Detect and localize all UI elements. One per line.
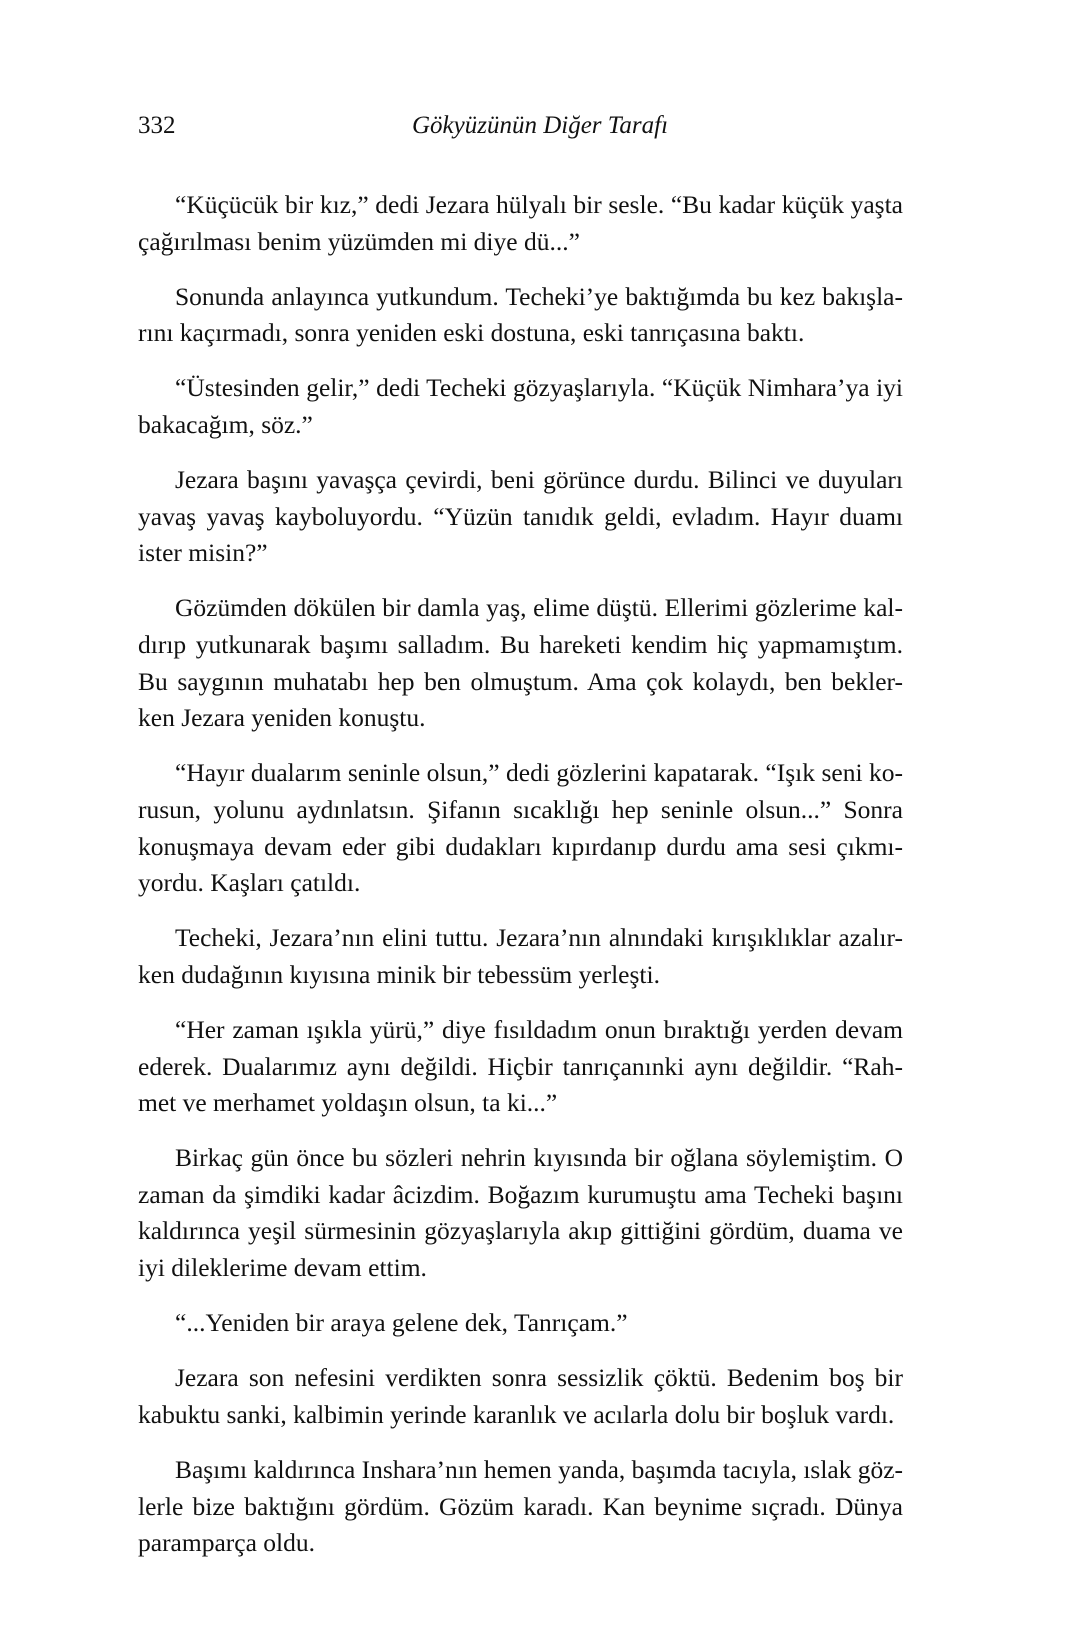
paragraph-1-line: çağırılması benim yüzümden mi diye dü...” (138, 226, 580, 256)
paragraph-6-line: rusun, yolunu aydınlatsın. Şifanın sıcaklığı hep seninle olsun...” Sonra (138, 794, 903, 824)
paragraph-4-line: Jezara başını yavaşça çevirdi, beni görünce durdu. Bilinci ve duyuları (175, 465, 903, 495)
paragraph-8-line: met ve merhamet yoldaşın olsun, ta ki...” (138, 1088, 558, 1118)
paragraph-5-line: ken Jezara yeniden konuştu. (138, 703, 426, 733)
paragraph-8-line: ederek. Dualarımız aynı değildi. Hiçbir tanrıçanınki aynı değildir. “Rah- (138, 1051, 903, 1081)
paragraph-4-line: yavaş yavaş kayboluyordu. “Yüzün tanıdık geldi, evladım. Hayır duamı (138, 501, 903, 531)
paragraph-1-line: “Küçücük bir kız,” dedi Jezara hülyalı bir sesle. “Bu kadar küçük yaşta (175, 190, 903, 219)
paragraph-4-line: ister misin?” (138, 538, 268, 568)
paragraph-8-line: “Her zaman ışıkla yürü,” diye fısıldadım onun bıraktığı yerden devam (175, 1014, 903, 1044)
paragraph-2-line: rını kaçırmadı, sonra yeniden eski dostuna, eski tanrıçasına baktı. (138, 318, 805, 348)
paragraph-9-line: iyi dileklerime devam ettim. (138, 1253, 427, 1282)
paragraph-11-line: Jezara son nefesini verdikten sonra sessizlik çöktü. Bedenim boş bir (175, 1363, 903, 1393)
paragraph-5-line: Bu saygının muhatabı hep ben olmuştum. Ama çok kolaydı, ben bekler- (138, 666, 903, 696)
paragraph-12-line: paramparça oldu. (138, 1528, 315, 1558)
running-title: Gökyüzünün Diğer Tarafı (411, 112, 669, 139)
paragraph-3-line: “Üstesinden gelir,” dedi Techeki gözyaşlarıyla. “Küçük Nimhara’ya iyi (175, 373, 903, 403)
paragraph-9-line: zaman da şimdiki kadar âcizdim. Boğazım kurumuştu ama Techeki başını (138, 1179, 903, 1209)
page-number: 332 (138, 112, 176, 139)
paragraph-3-line: bakacağım, söz.” (138, 410, 313, 439)
paragraph-6-line: yordu. Kaşları çatıldı. (138, 868, 361, 898)
paragraph-7-line: Techeki, Jezara’nın elini tuttu. Jezara’nın alnındaki kırışıklıklar azalır- (175, 923, 903, 953)
paragraph-2-line: Sonunda anlayınca yutkundum. Techeki’ye baktığımda bu kez bakışla- (175, 281, 903, 311)
paragraph-6-line: konuşmaya devam eder gibi dudakları kıpırdanıp durdu ama sesi çıkmı- (138, 831, 903, 861)
paragraph-9-line: kaldırınca yeşil sürmesinin gözyaşlarıyla akıp gittiğini gördüm, duama ve (138, 1216, 903, 1246)
paragraph-9-line: Birkaç gün önce bu sözleri nehrin kıyısında bir oğlana söylemiştim. O (175, 1143, 903, 1173)
paragraph-10-line: “...Yeniden bir araya gelene dek, Tanrıçam.” (175, 1308, 628, 1338)
paragraph-7-line: ken dudağının kıyısına minik bir tebessüm yerleşti. (138, 959, 660, 989)
paragraph-11-line: kabuktu sanki, kalbimin yerinde karanlık ve acılarla dolu bir boşluk vardı. (138, 1399, 895, 1429)
paragraph-5-line: Gözümden dökülen bir damla yaş, elime düştü. Ellerimi gözlerime kal- (175, 593, 903, 623)
paragraph-12-line: Başımı kaldırınca Inshara’nın hemen yanda, başımda tacıyla, ıslak göz- (175, 1454, 904, 1484)
paragraph-6-line: “Hayır dualarım seninle olsun,” dedi gözlerini kapatarak. “Işık seni ko- (175, 758, 903, 788)
paragraph-5-line: dırıp yutkunarak başımı salladım. Bu hareketi kendim hiç yapmamıştım. (138, 630, 903, 659)
paragraph-12-line: lerle bize baktığını gördüm. Gözüm karadı. Kan beynime sıçradı. Dünya (138, 1491, 903, 1521)
